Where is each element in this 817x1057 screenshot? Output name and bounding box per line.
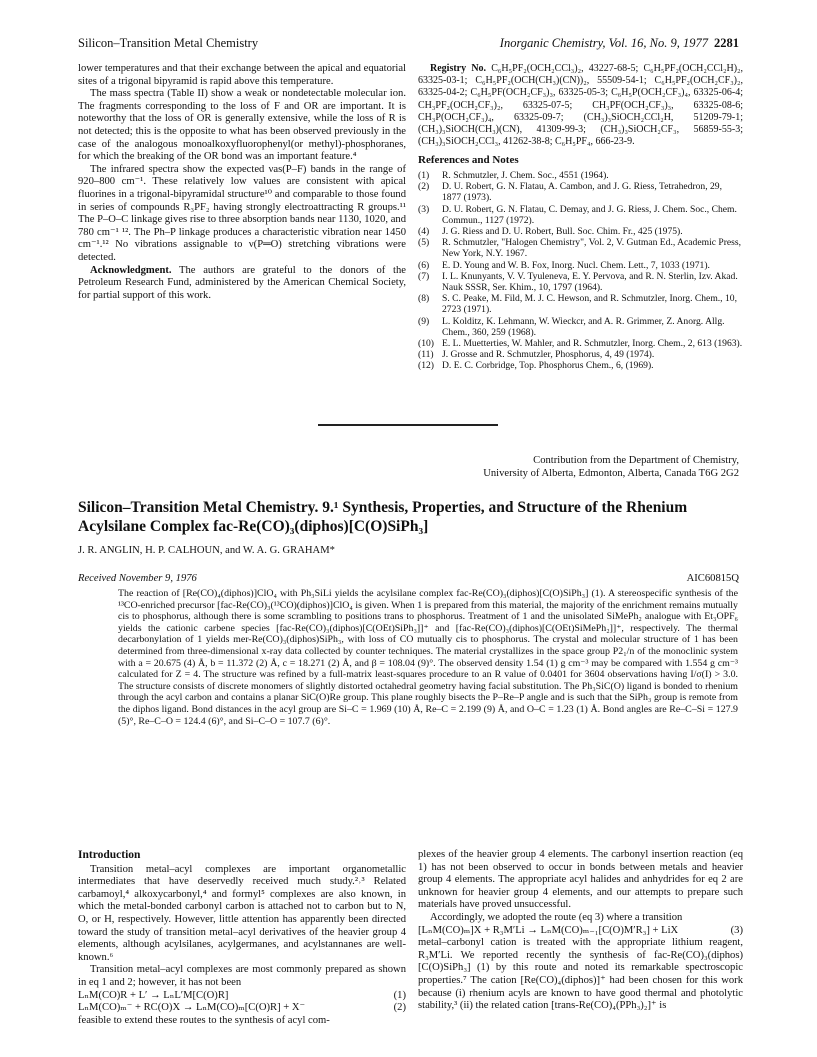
reference-item: (4) J. G. Riess and D. U. Robert, Bull. Soc. Chim. Fr., 425 (1975). bbox=[418, 226, 683, 238]
right-column-upper bbox=[418, 63, 743, 372]
paragraph: plexes of the heavier group 4 elements. The carbonyl insertion reaction (eq 1) has not been observed to occur in bonds between metals and heavier group 4 elements. The appropriate acyl halides and anhydrides for eq 2 are unknown for heavier group 4 elements, and our attempts to prepare such materials have proved unsuccessful. bbox=[418, 849, 743, 911]
paragraph: Transition metal–acyl complexes are important organometallic intermediates that have deservedly received much study.²˒³ Related carbamoyl,⁴ alkoxycarbonyl,⁴ and formyl⁵ complexes are also known, in which the metal-bonded carbonyl carbon is attached not to carbon but to N, O, or H, respectively. However, little attention has apparently been directed toward the study of transition metal–acyl derivatives of the heavier group 4 elements, although acylsilanes, acylgermanes, and acylstannanes are well-known.⁶ bbox=[78, 863, 406, 963]
references-heading: References and Notes bbox=[418, 154, 519, 167]
paragraph: Accordingly, we adopted the route (eq 3) where a transition bbox=[430, 911, 683, 923]
article-title: Silicon–Transition Metal Chemistry. 9.¹ Synthesis, Properties, and Structure of the Rhenium Acylsilane Complex fac-Re(CO)₃(diphos)[C(O)SiPh₃] bbox=[78, 499, 688, 535]
reference-item: (12) D. E. C. Corbridge, Top. Phosphorus Chem., 6, (1969). bbox=[418, 360, 654, 372]
left-column-upper bbox=[78, 63, 406, 302]
registry-text: C₆H₅PF₂(OCH₂CCl₃)₂, 43227-68-5; C₆H₅PF₂(OCH₂CCl₂H)₂, 63325-03-1; C₆H₅PF₂(OCH(CH₃)(CN))₂, 55509-54-1; C₆H₅PF₂(OCH₂CF₃)₂, 63325-04-2; C₆H₅PF(OCH₂CF₃)₃, 63325-05-3; C₆H₅P(OCH₂CF₃)₄, 63325-06-4; CH₃PF₂(OCH₂CF₃)₂, 63325-07-5; CH₃PF(OCH₂CF₃)₃, 63325-08-6; CH₃P(OCH₂CF₃)₄, 63325-09-7; (CH₃)₃SiOCH₂CCl₂H, 51209-79-1; (CH₃)₃SiOCH(CH₃)(CN), 41309-99-3; (CH₃)₃SiOCH₂CF₃, 56859-55-3; (CH₃)₃SiOCH₂CCl₃, 41262-38-8; C₆H₅PF₄, 666-23-9. bbox=[418, 63, 744, 148]
equation-body: LₙM(CO)ₘ⁻ + RC(O)X → LₙM(CO)ₘ[C(O)R] + X⁻ bbox=[78, 1002, 306, 1014]
paragraph: feasible to extend these routes to the synthesis of acyl com- bbox=[78, 1014, 330, 1026]
reference-item: (3) D. U. Robert, G. N. Flatau, C. Demay, and J. G. Riess, J. Chem. Soc., Chem. Commun., 1127 (1972). bbox=[418, 203, 737, 226]
journal-citation: Inorganic Chemistry, Vol. 16, No. 9, 1977 bbox=[499, 36, 708, 50]
reference-item: (10) E. L. Muetterties, W. Mahler, and R. Schmutzler, Inorg. Chem., 2, 613 (1963). bbox=[418, 338, 743, 350]
reference-item: (5) R. Schmutzler, "Halogen Chemistry", Vol. 2, V. Gutman Ed., Academic Press, New York, N.Y. 1967. bbox=[418, 237, 742, 260]
reference-list bbox=[418, 170, 743, 372]
section-heading: Introduction bbox=[78, 849, 141, 861]
paragraph: The mass spectra (Table II) show a weak or nondetectable molecular ion. The fragments corresponding to the loss of F and OR are important. It is noteworthy that the loss of OR is generally extensive, while the loss of R is not detected; this is the opposite to what has been observed previously in the case of the analogous monoalkoxyfluorophenyl(or methyl)-phosphoranes, for which the breaking of the OR bond was an important feature.⁴ bbox=[78, 88, 406, 163]
reference-item: (8) S. C. Peake, M. Fild, M. J. C. Hewson, and R. Schmutzler, Inorg. Chem., 10, 2723 (1971). bbox=[418, 293, 737, 316]
abstract: The reaction of [Re(CO)₄(diphos)]ClO₄ with Ph₃SiLi yields the acylsilane complex fac-Re(CO)₃(diphos)[C(O)SiPh₃] (1). A stereospecific synthesis of the ¹³CO-enriched precursor [fac-Re(CO)₃(¹³CO)(diphos)]ClO₄ is given. When 1 is prepared from this material, the majority of the enrichment remains mutually cis to phosphorus, although there is some scrambling to positions trans to phosphorus. Treatment of 1 and the unisolated SiMePh₂ analogue with Et₃OPF₆ yields the cationic carbene species [fac-Re(CO)₃(diphos)[C(OEt)SiPh₃]]⁺ and [fac-Re(CO)₃(diphos)[C(OEt)SiMePh₂]]⁺, respectively. The thermal decarbonylation of 1 yields mer-Re(CO)₃(diphos)SiPh₃, with loss of CO mutually cis to phosphorus. The crystal and molecular structure of 1 has been determined from three-dimensional x-ray data collected by counter techniques. The material crystallizes in the space group P2₁/n of the monoclinic system with a = 20.675 (4) Å, b = 11.372 (2) Å, c = 18.271 (2) Å, and β = 108.04 (9)°. The observed density 1.54 (1) g cm⁻³ may be compared with 1.554 g cm⁻³ calculated for Z = 4. The structure was refined by a full-matrix least-squares procedure to an R value of 0.0401 for 3604 observations having I/σ(I) > 3.0. The structure consists of discrete monomers of slightly distorted octahedral geometry having facial substitution. The Ph₃SiC(O) ligand is bonded to rhenium through the acyl carbon and contains a planar SiC(O)Re group. This plane roughly bisects the P–Re–P angle and is such that the SiPh₃ group is remote from the diphos ligand. Bond distances in the acyl group are Si–C = 1.969 (10) Å, Re–C = 2.199 (9) Å, and O–C = 1.23 (1) Å. Bond angles are Re–C–Si = 127.9 (5)°, Re–C–O = 124.4 (6)°, and Si–C–O = 107.7 (6)°. bbox=[118, 588, 738, 727]
paragraph: lower temperatures and that their exchange between the apical and equatorial sites of a trigonal bipyramid is rapid above this temperature. bbox=[78, 63, 406, 87]
paragraph: Transition metal–acyl complexes are most commonly prepared as shown in eq 1 and 2; however, it has not been bbox=[78, 964, 406, 988]
equation-number: (3) bbox=[730, 924, 743, 936]
reference-item: (11) J. Grosse and R. Schmutzler, Phosphorus, 4, 49 (1974). bbox=[418, 349, 655, 361]
received-date: Received November 9, 1976 bbox=[78, 573, 197, 584]
reference-item: (9) L. Kolditz, K. Lehmann, W. Wieckcr, and A. R. Grimmer, Z. Anorg. Allg. Chem., 360, 259 (1968). bbox=[418, 315, 725, 338]
registry-numbers bbox=[418, 63, 743, 148]
equation bbox=[78, 990, 406, 1003]
reference-item: (6) E. D. Young and W. B. Fox, Inorg. Nucl. Chem. Lett., 7, 1033 (1971). bbox=[418, 259, 710, 271]
paragraph: metal–carbonyl cation is treated with the appropriate lithium reagent, R₃M′Li. We reported recently the synthesis of fac-Re(CO)₃(diphos)[C(O)SiPh₃] (1) by this route and noted its remarkable spectroscopic properties.⁷ The cation [Re(CO)₄(diphos)]⁺ had been chosen for this work because (i) rhenium acyls are known to have good thermal and photolytic stability,³ (ii) the related cation [trans-Re(CO)₄(PPh₃)₂]⁺ is bbox=[418, 937, 743, 1012]
running-header-journal bbox=[500, 36, 739, 51]
equation bbox=[78, 1002, 406, 1015]
affiliation-line: Contribution from the Department of Chemistry, bbox=[533, 455, 739, 466]
reference-item: (1) R. Schmutzler, J. Chem. Soc., 4551 (1964). bbox=[418, 170, 609, 182]
acknowledgment-text: The authors are grateful to the donors of the Petroleum Research Fund, administered by the American Chemical Society, for partial support of this work. bbox=[78, 264, 406, 301]
acknowledgment-label: Acknowledgment. bbox=[90, 264, 172, 276]
equation-body: LₙM(CO)R + L′ → LₙL′M[C(O)R] bbox=[78, 989, 229, 1001]
reference-item: (7) I. L. Knunyants, V. V. Tyuleneva, E. Y. Pervova, and R. N. Sterlin, Izv. Akad. Nauk SSSR, Ser. Khim., 10, 1797 (1964). bbox=[418, 270, 738, 294]
contribution-affiliation bbox=[483, 455, 739, 480]
page-number: 2281 bbox=[714, 36, 739, 50]
manuscript-code: AIC60815Q bbox=[686, 573, 739, 584]
introduction-left-column bbox=[78, 849, 406, 1027]
equation-number: (2) bbox=[393, 1002, 406, 1014]
paragraph: The infrared spectra show the expected νas(P–F) bands in the range of 920–800 cm⁻¹. These relatively low values are consistent with apical fluorines in a trigonal-bipyramidal structure¹⁰ and comparable to those found in series of compounds R₃PF₂ having strongly electroattracting R groups.¹¹ The P–O–C linkage gives rise to three absorption bands near 1130, 1020, and 780 cm⁻¹ ¹². The Ph–P linkage produces a characteristic vibration near 1450 cm⁻¹.¹² No vibrations assignable to ν(P═O) stretching vibrations were detected. bbox=[78, 163, 406, 263]
registry-label: Registry No. bbox=[430, 63, 487, 74]
equation bbox=[418, 925, 743, 938]
section-divider bbox=[318, 424, 498, 426]
equation-body: [LₙM(CO)ₘ]X + R₃M′Li → LₙM(CO)ₘ₋₁[C(O)M′R₃] + LiX bbox=[418, 924, 679, 936]
acknowledgment bbox=[78, 265, 406, 303]
introduction-right-column bbox=[418, 849, 743, 1013]
reference-item: (2) D. U. Robert, G. N. Flatau, A. Cambon, and J. G. Riess, Tetrahedron, 29, 1877 (1973). bbox=[418, 181, 723, 204]
equation-number: (1) bbox=[393, 989, 406, 1001]
running-header-title: Silicon–Transition Metal Chemistry bbox=[78, 36, 259, 50]
article-authors: J. R. ANGLIN, H. P. CALHOUN, and W. A. G. GRAHAM* bbox=[78, 545, 335, 556]
affiliation-line: University of Alberta, Edmonton, Alberta, Canada T6G 2G2 bbox=[483, 467, 739, 479]
